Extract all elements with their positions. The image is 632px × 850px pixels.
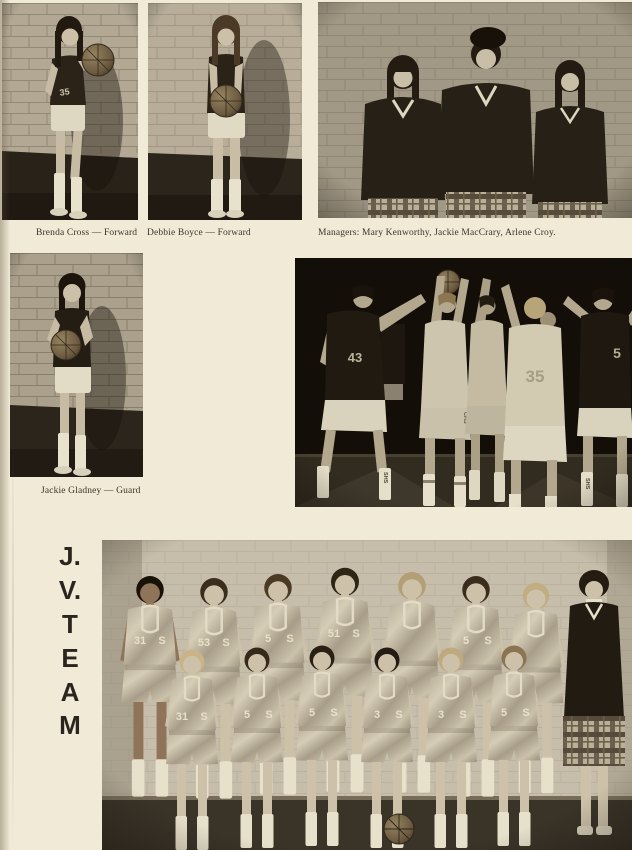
jv-letter: A bbox=[60, 677, 80, 707]
jv-letter: V. bbox=[58, 575, 82, 605]
photo-game-action-art bbox=[295, 258, 632, 507]
jersey-number-brenda: 35 bbox=[58, 86, 71, 98]
caption-debbie-boyce: Debbie Boyce — Forward bbox=[147, 228, 251, 238]
beret-hat bbox=[470, 27, 506, 49]
photo-brenda-cross-art bbox=[2, 3, 138, 220]
jv-letter: J. bbox=[59, 541, 81, 571]
photo-jackie-gladney bbox=[10, 253, 143, 477]
wall-shadow bbox=[238, 40, 290, 196]
photo-brenda-cross bbox=[2, 3, 138, 220]
caption-jackie-gladney: Jackie Gladney — Guard bbox=[41, 486, 141, 496]
photo-jv-team-group-art bbox=[102, 540, 632, 850]
photo-debbie-boyce-art bbox=[148, 3, 302, 220]
jv-letter: T bbox=[62, 609, 78, 639]
photo-debbie-boyce bbox=[148, 3, 302, 220]
photo-jv-team-group bbox=[102, 540, 632, 850]
caption-managers: Managers: Mary Kenworthy, Jackie MacCrary, Arlene Croy. bbox=[318, 228, 556, 238]
jv-letter: M bbox=[59, 710, 81, 740]
photo-game-action bbox=[295, 258, 632, 507]
photo-managers-art bbox=[318, 2, 632, 218]
caption-brenda-cross: Brenda Cross — Forward bbox=[36, 228, 138, 238]
photo-managers bbox=[318, 2, 632, 218]
photo-jackie-gladney-art bbox=[10, 253, 143, 477]
jv-letter: E bbox=[61, 643, 79, 673]
